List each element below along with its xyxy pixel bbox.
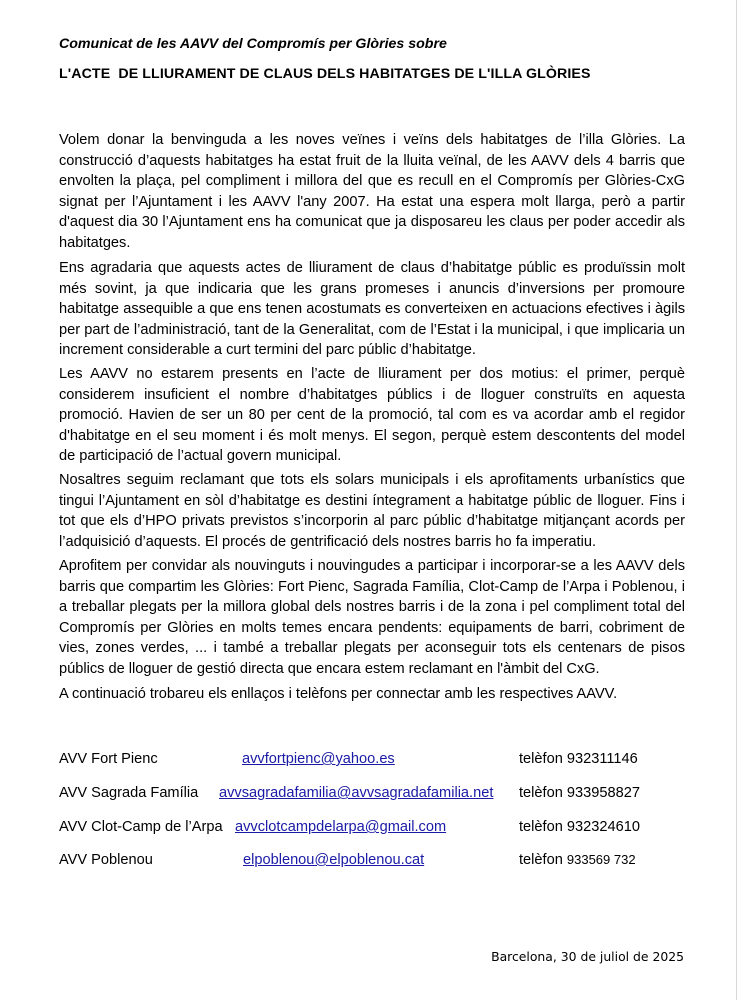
- paragraph-contacts-intro: A continuació trobareu els enllaços i telèfons per connectar amb les respectives AAVV.: [59, 686, 618, 702]
- phone-label: telèfon: [519, 852, 563, 868]
- paragraph-demands: Nosaltres seguim reclamant que tots els solars municipals i els aprofitaments urbanístics que tingui l’Ajuntament en sòl d’habitatge es destini íntegrament a habitatge públic de lloguer. Fins i tot que els d’HPO privats previstos s’incorporin al parc públic d’habitatge mitjançant acords per l’adquisició d’aquests. El procés de gentrificació dels nostres barris ho fa imperatiu.: [59, 472, 685, 550]
- contact-phone: [519, 782, 640, 804]
- document-subtitle: Comunicat de les AAVV del Compromís per Glòries sobre: [59, 36, 447, 52]
- contact-email-link[interactable]: elpoblenou@elpoblenou.cat: [243, 852, 425, 868]
- phone-label: telèfon: [519, 785, 563, 801]
- phone-label: telèfon: [519, 751, 563, 767]
- paragraph-absence-reasons: Les AAVV no estarem presents en l’acte de lliurament per dos motius: el primer, perquè considerem insuficient el nombre d’habitatges públics i de lloguer construïts en aquesta promoció. Havien de ser un 80 per cent de la promoció, tal com es va acordar amb el regidor d'habitatge en el seu moment i és molt menys. El segon, perquè estem descontents del model de participació de l’actual govern municipal.: [59, 366, 685, 465]
- contact-row: [0, 782, 737, 804]
- phone-number: 933569 732: [566, 852, 636, 867]
- paragraph-key-delivery: Ens agradaria que aquests actes de lliurament de claus d’habitatge públic es produïssin molt més sovint, ja que indicaria que les grans promeses i anuncis d’inversions per promoure habitatge assequible a que ens tenen acostumats es converteixen en actuacions efectives i àgils per part de l’administració, tant de la Generalitat, com de l’Estat i la municipal, i que implicaria un increment considerable a curt termini del parc públic d’habitatge.: [59, 260, 685, 359]
- document-date: Barcelona, 30 de juliol de 2025: [491, 949, 684, 964]
- contact-org: AVV Sagrada Família: [59, 785, 199, 801]
- phone-number: 932311146: [566, 751, 638, 767]
- paragraph-invitation: Aprofitem per convidar als nouvinguts i nouvingudes a participar i incorporar-se a les AAVV dels barris que compartim les Glòries: Fort Pienc, Sagrada Família, Clot-Camp de l’Arpa i Poblenou, i a treballar plegats per la millora global dels nostres barris i de la zona i pel compliment total del Compromís per Glòries en molts temes encara pendents: equipaments de barri, cobriment de vies, zones verdes, ... i també a treballar plegats per aconseguir tots els centenars de pisos públics de lloguer de gestió directa que encara estem reclamant en l'àmbit del CxG.: [59, 558, 685, 677]
- phone-number: 932324610: [566, 819, 640, 835]
- document-title: L'ACTE DE LLIURAMENT DE CLAUS DELS HABITATGES DE L'ILLA GLÒRIES: [59, 66, 591, 82]
- contact-row: [0, 748, 737, 770]
- phone-label: telèfon: [519, 819, 563, 835]
- contact-email-link[interactable]: avvsagradafamilia@avvsagradafamilia.net: [219, 785, 494, 801]
- contact-phone: [519, 748, 638, 770]
- phone-number: 933958827: [566, 785, 640, 801]
- contact-row: [0, 849, 737, 871]
- contact-phone: [519, 849, 636, 871]
- paragraph-welcome: Volem donar la benvinguda a les noves veïnes i veïns dels habitatges de l’illa Glòries. La construcció d’aquests habitatges ha estat fruit de la lluita veïnal, de les AAVV dels 4 barris que envolten la plaça, pel compliment i millora del que es recull en el Compromís per Glòries-CxG signat per l’Ajuntament i les AAVV l'any 2007. Ha estat una espera molt llarga, però a partir d'aquest dia 30 l’Ajuntament ens ha comunicat que ja disposareu les claus per poder accedir als habitatges.: [59, 132, 685, 251]
- contact-row: [0, 816, 737, 838]
- contact-org: AVV Poblenou: [59, 852, 153, 868]
- contact-org: AVV Fort Pienc: [59, 751, 158, 767]
- contact-org: AVV Clot-Camp de l’Arpa: [59, 819, 223, 835]
- contact-phone: [519, 816, 640, 838]
- contact-email-link[interactable]: avvclotcampdelarpa@gmail.com: [235, 819, 447, 835]
- contact-email-link[interactable]: avvfortpienc@yahoo.es: [242, 751, 395, 767]
